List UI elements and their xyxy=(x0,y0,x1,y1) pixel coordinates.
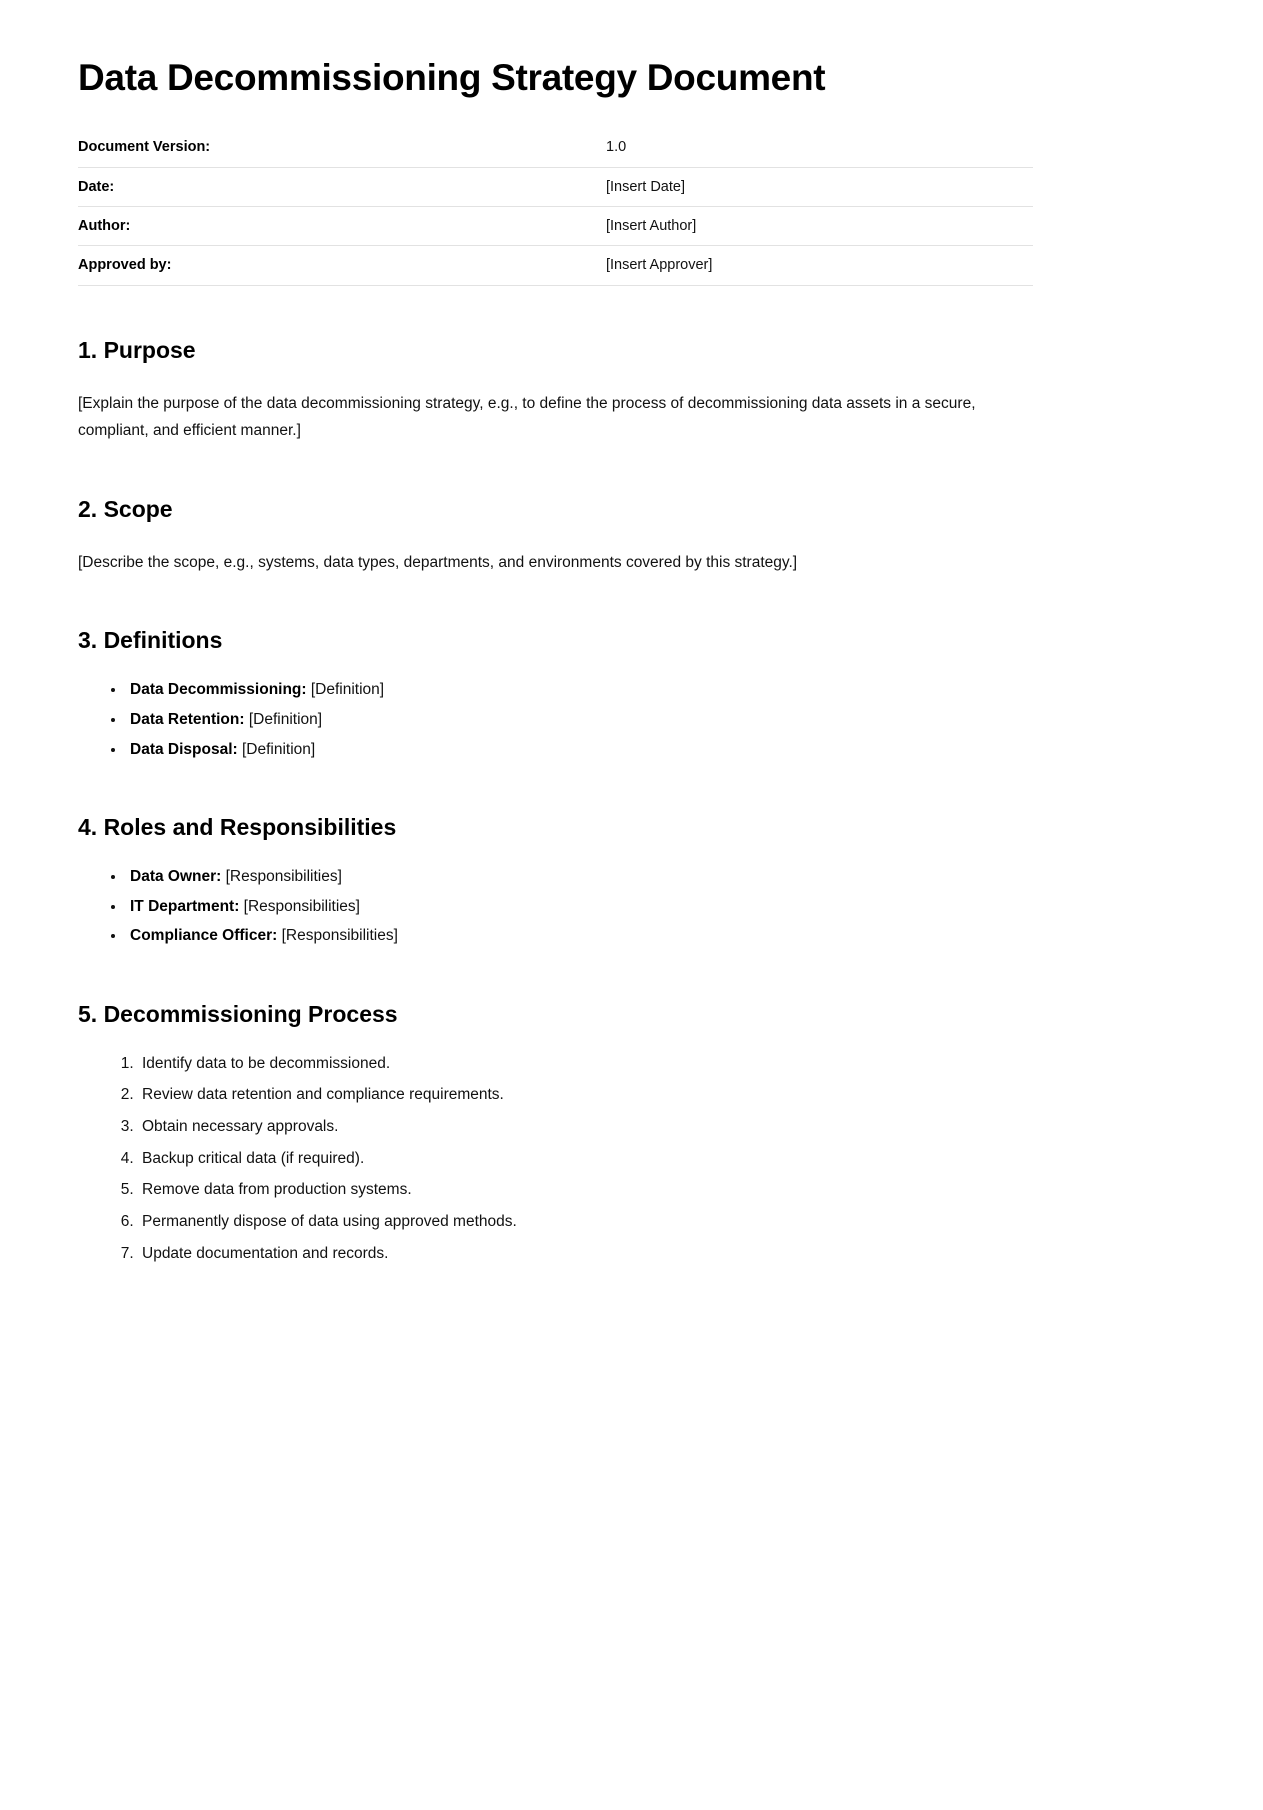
metadata-rows xyxy=(78,128,1033,285)
list-item xyxy=(126,707,1197,734)
roles-list xyxy=(78,864,1197,950)
list-item xyxy=(126,677,1197,704)
section-heading-definitions: 3. Definitions xyxy=(78,627,223,654)
definition-text: [Definition] xyxy=(244,710,323,728)
page-title: Data Decommissioning Strategy Document xyxy=(78,57,826,98)
metadata-value: 1.0 xyxy=(606,139,627,156)
list-item xyxy=(126,894,1197,921)
table-row xyxy=(78,128,1033,167)
list-item xyxy=(126,864,1197,891)
list-item: 2. Review data retention and compliance requirements. xyxy=(138,1082,1197,1109)
list-item: 1. Identify data to be decommissioned. xyxy=(138,1051,1197,1078)
definition-term: Data Retention: xyxy=(130,710,245,728)
metadata-label: Document Version: xyxy=(78,139,211,156)
section-heading-purpose: 1. Purpose xyxy=(78,336,196,363)
list-item xyxy=(126,737,1197,764)
list-item xyxy=(126,923,1197,950)
table-row xyxy=(78,206,1033,245)
document-metadata-table xyxy=(78,128,1033,285)
definition-text: [Definition] xyxy=(237,740,316,758)
section-paragraph-purpose: [Explain the purpose of the data decommissioning strategy, e.g., to define the process of decommissioning data assets in a secure, compliant, and efficient manner.] xyxy=(78,395,976,440)
section-process xyxy=(78,1000,1197,1267)
definitions-list xyxy=(78,677,1197,763)
section-purpose xyxy=(78,336,1197,445)
metadata-label: Approved by: xyxy=(78,257,172,274)
definition-text: [Definition] xyxy=(306,681,385,699)
section-heading-scope: 2. Scope xyxy=(78,495,173,522)
role-term: Compliance Officer: xyxy=(130,927,278,945)
metadata-label: Date: xyxy=(78,178,115,195)
section-definitions xyxy=(78,626,1197,763)
section-roles xyxy=(78,813,1197,950)
metadata-value: [Insert Author] xyxy=(606,217,697,234)
definition-term: Data Decommissioning: xyxy=(130,681,307,699)
list-item: 7. Update documentation and records. xyxy=(138,1241,1197,1268)
metadata-value: [Insert Date] xyxy=(606,178,685,195)
role-text: [Responsibilities] xyxy=(277,927,398,945)
role-term: Data Owner: xyxy=(130,867,222,885)
definition-term: Data Disposal: xyxy=(130,740,238,758)
list-item: 4. Backup critical data (if required). xyxy=(138,1146,1197,1173)
metadata-label: Author: xyxy=(78,217,131,234)
role-text: [Responsibilities] xyxy=(239,897,360,915)
section-heading-roles: 4. Roles and Responsibilities xyxy=(78,814,397,841)
metadata-value: [Insert Approver] xyxy=(606,257,713,274)
section-scope xyxy=(78,495,1197,577)
list-item: 6. Permanently dispose of data using approved methods. xyxy=(138,1209,1197,1236)
section-heading-process: 5. Decommissioning Process xyxy=(78,1000,398,1027)
role-text: [Responsibilities] xyxy=(221,867,342,885)
role-term: IT Department: xyxy=(130,897,240,915)
section-paragraph-scope: [Describe the scope, e.g., systems, data types, departments, and environments covered by this strategy.] xyxy=(78,554,798,572)
table-row xyxy=(78,246,1033,285)
list-item: 5. Remove data from production systems. xyxy=(138,1177,1197,1204)
process-steps-list xyxy=(78,1051,1197,1268)
table-row xyxy=(78,167,1033,206)
list-item: 3. Obtain necessary approvals. xyxy=(138,1114,1197,1141)
